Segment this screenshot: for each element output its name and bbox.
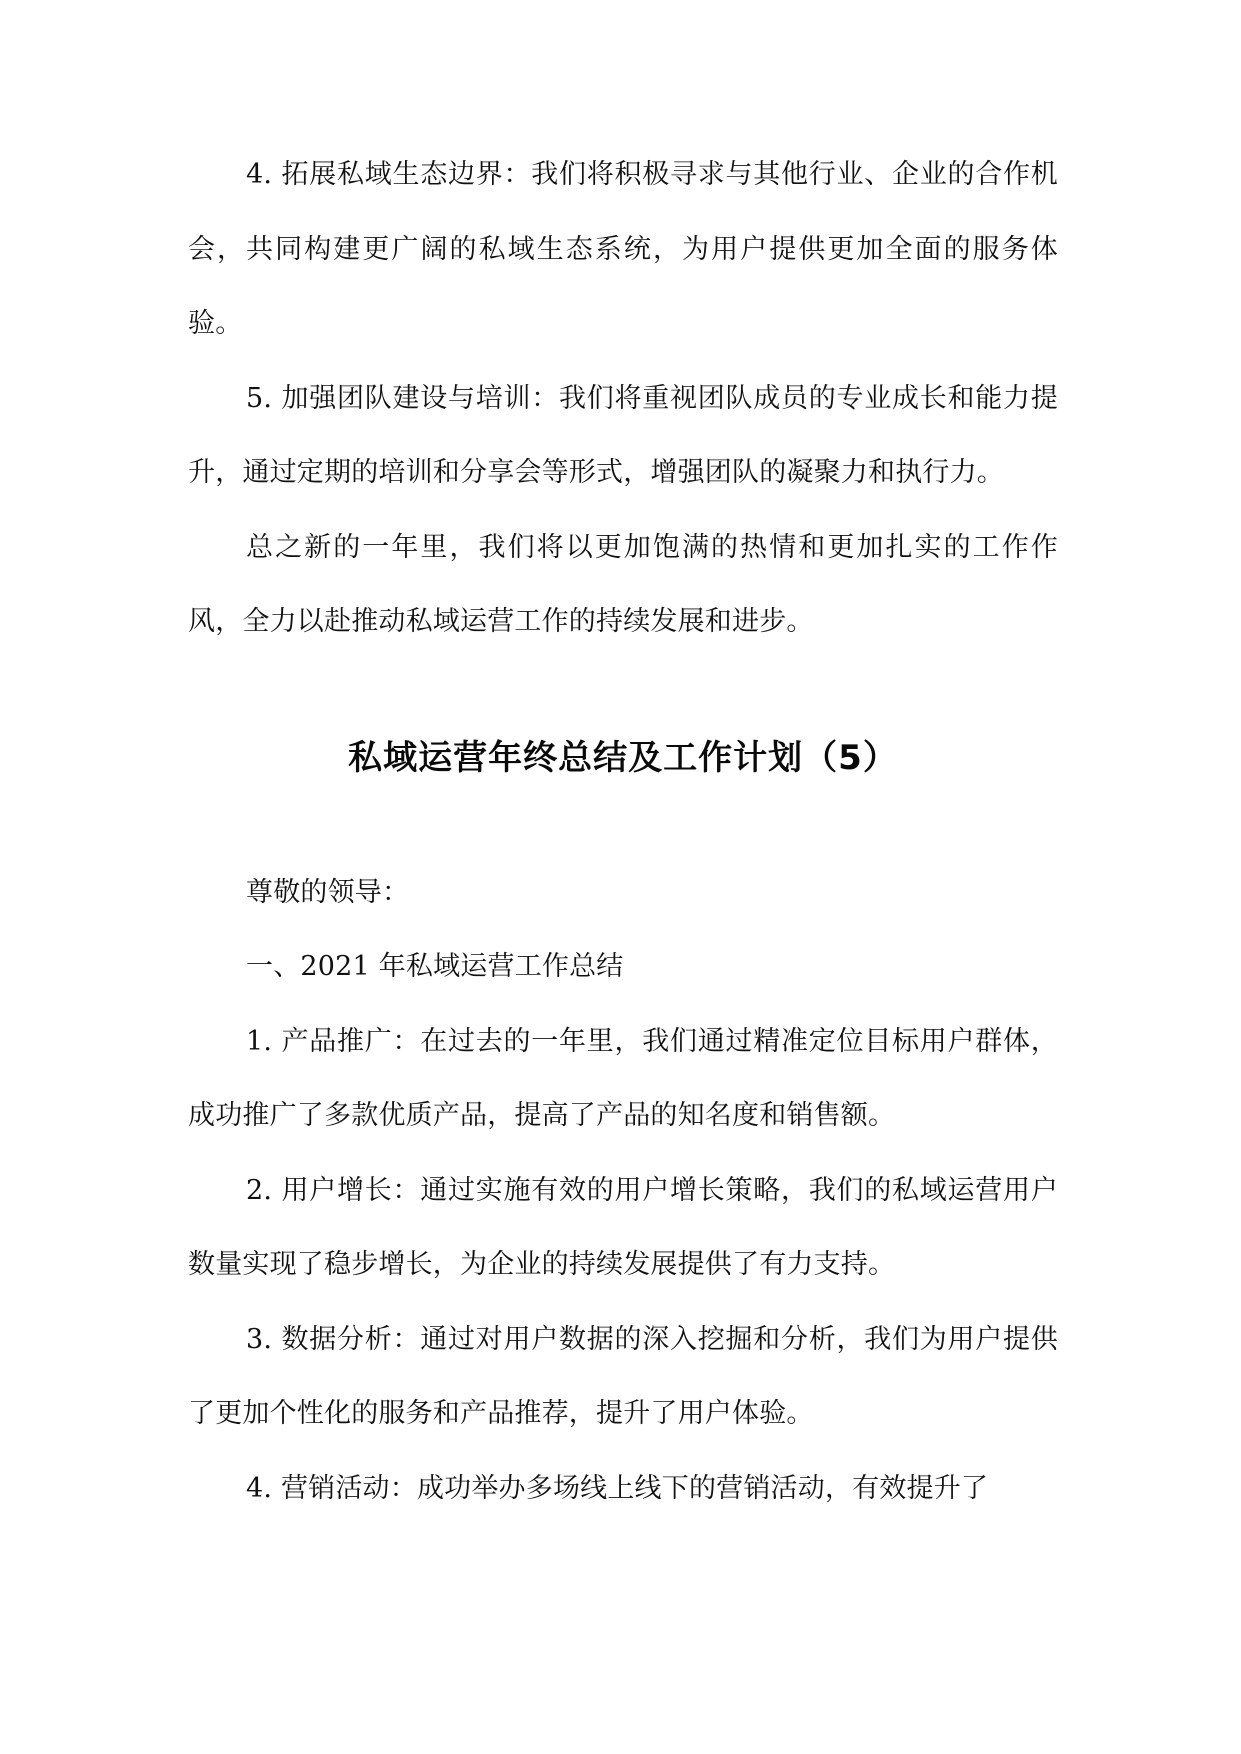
salutation: 尊敬的领导： — [246, 876, 410, 908]
section-title: 私域运营年终总结及工作计划（5） — [348, 737, 898, 778]
section-heading: 一、2021 年私域运营工作总结 — [246, 951, 624, 982]
closing-paragraph: 总之新的一年里，我们将以更加饱满的热情和更加扎实的工作作风，全力以赴推动私域运营工作的持续发展和进步。 — [188, 531, 1058, 637]
plan-item-5: 5. 加强团队建设与培训：我们将重视团队成员的专业成长和能力提升，通过定期的培训和分享会等形式，增强团队的凝聚力和执行力。 — [188, 382, 1058, 488]
summary-item-4: 4. 营销活动：成功举办多场线上线下的营销活动，有效提升了 — [246, 1472, 989, 1504]
summary-item-1: 1. 产品推广：在过去的一年里，我们通过精准定位目标用户群体，成功推广了多款优质产品，提高了产品的知名度和销售额。 — [188, 1025, 1058, 1131]
document-body — [188, 138, 1058, 1526]
plan-item-4: 4. 拓展私域生态边界：我们将积极寻求与其他行业、企业的合作机会，共同构建更广阔的私域生态系统，为用户提供更加全面的服务体验。 — [188, 159, 1058, 339]
summary-item-2: 2. 用户增长：通过实施有效的用户增长策略，我们的私域运营用户数量实现了稳步增长，为企业的持续发展提供了有力支持。 — [188, 1174, 1058, 1280]
summary-item-3: 3. 数据分析：通过对用户数据的深入挖掘和分析，我们为用户提供了更加个性化的服务和产品推荐，提升了用户体验。 — [188, 1323, 1058, 1429]
